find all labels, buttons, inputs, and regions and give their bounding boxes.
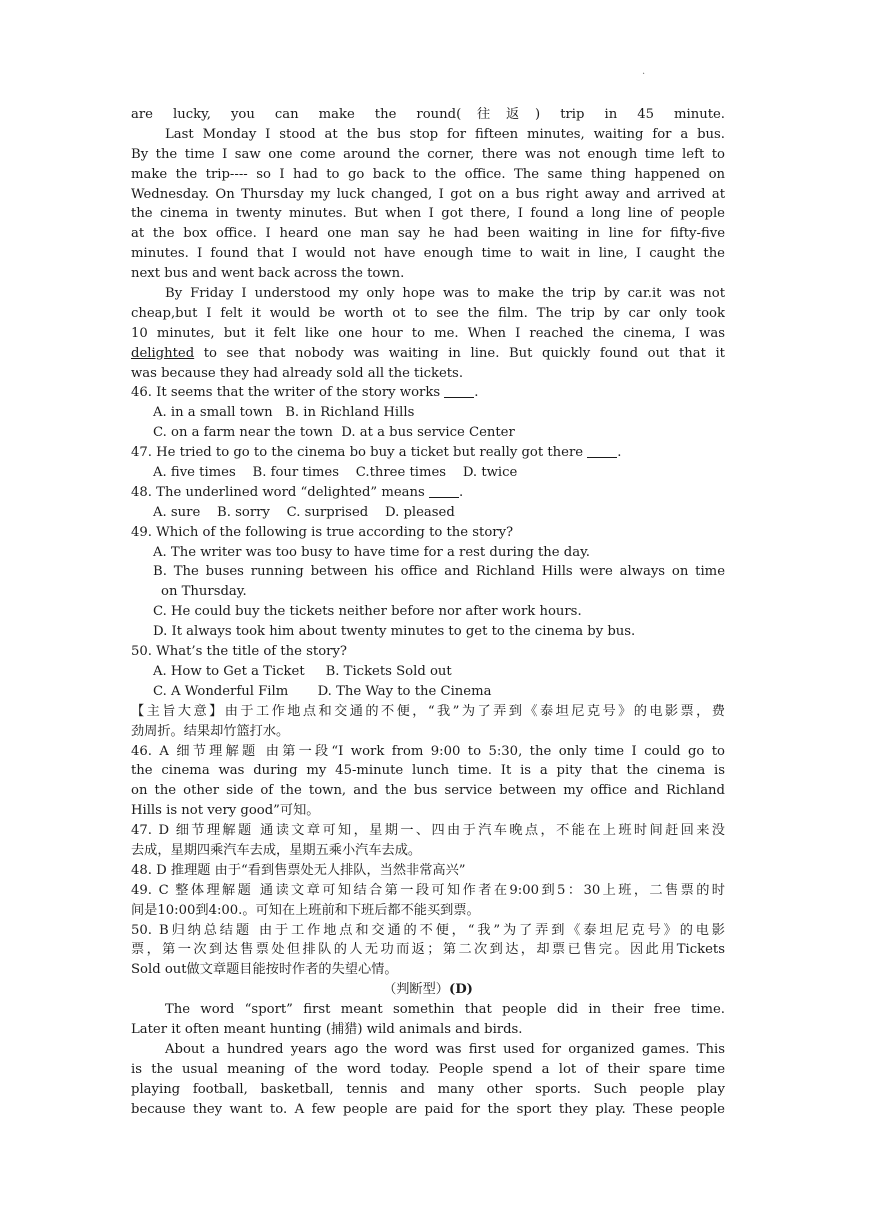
- passage-d-line: The word “sport” first meant somethin that people did in their free time.: [165, 1002, 725, 1018]
- analysis-46: Hills is not very good”可知。: [131, 803, 320, 819]
- passage-d-line: because they want to. A few people are paid for the sport they play. These people: [131, 1101, 725, 1117]
- question-48: 48. The underlined word “delighted” means .: [131, 484, 464, 500]
- passage-line: make the trip---- so I had to go back to the office. The same thing happened on: [131, 166, 725, 182]
- question-46-options: A. in a small town B. in Richland Hills: [153, 405, 415, 421]
- passage-d-line: is the usual meaning of the word today. People spend a lot of their spare time: [131, 1061, 725, 1077]
- passage-line: the cinema in twenty minutes. But when I got there, I found a long line of people: [131, 206, 725, 222]
- question-48-options: A. sure B. sorry C. surprised D. pleased: [153, 504, 455, 520]
- analysis-summary: 劲周折。结果却竹篮打水。: [131, 723, 290, 739]
- passage-line: Last Monday I stood at the bus stop for fifteen minutes, waiting for a bus.: [165, 126, 725, 142]
- analysis-46: 46. A 细节理解题 由第一段“I work from 9:00 to 5:30, the only time I could go to: [131, 743, 725, 759]
- passage-line: By Friday I understood my only hope was to make the trip by car.it was not: [165, 286, 725, 302]
- passage-line: Wednesday. On Thursday my luck changed, I got on a bus right away and arrived at: [131, 186, 725, 202]
- passage-line: at the box office. I heard one man say he had been waiting in line for fifty-five: [131, 226, 725, 242]
- document-page: [131, 105, 725, 1119]
- analysis-summary: 【主旨大意】由于工作地点和交通的不便，“我”为了弄到《泰坦尼克号》的电影票，费: [131, 703, 725, 719]
- analysis-46: the cinema was during my 45-minute lunch time. It is a pity that the cinema is: [131, 763, 725, 779]
- underlined-word: delighted: [131, 345, 195, 361]
- section-letter: (D): [449, 982, 473, 998]
- section-d-heading: （判断型）(D): [383, 982, 473, 998]
- question-49-option: on Thursday.: [161, 584, 247, 600]
- analysis-50: Sold out做文章题目能按时作者的失望心情。: [131, 962, 398, 978]
- question-50-options: A. How to Get a Ticket B. Tickets Sold out: [153, 663, 452, 679]
- analysis-47: 去成，星期四乘汽车去成，星期五乘小汽车去成。: [131, 842, 422, 858]
- passage-d-line: Later it often meant hunting (捕猎) wild animals and birds.: [131, 1021, 523, 1037]
- answer-blank: [444, 385, 474, 398]
- analysis-49: 间是10:00到4:00.。可知在上班前和下班后都不能买到票。: [131, 902, 480, 918]
- analysis-46: on the other side of the town, and the bus service between my office and Richland: [131, 783, 725, 799]
- passage-d-line: About a hundred years ago the word was first used for organized games. This: [165, 1041, 725, 1057]
- question-46: 46. It seems that the writer of the story works .: [131, 385, 479, 401]
- passage-line: [131, 344, 725, 364]
- analysis-47: 47. D 细节理解题 通读文章可知，星期一、四由于汽车晚点，不能在上班时间赶回来没: [131, 823, 725, 839]
- header-mark: .: [642, 66, 646, 77]
- question-47-options: A. five times B. four times C.three times D. twice: [153, 465, 518, 481]
- passage-line: 10 minutes, but it felt like one hour to me. When I reached the cinema, I was: [131, 325, 725, 341]
- analysis-50: 50. B归纳总结题 由于工作地点和交通的不便，“我”为了弄到《泰坦尼克号》的电影: [131, 922, 725, 938]
- passage-line: minutes. I found that I would not have enough time to wait in line, I caught the: [131, 246, 725, 262]
- passage-line: was because they had already sold all the tickets.: [131, 365, 464, 381]
- question-47: 47. He tried to go to the cinema bo buy a ticket but really got there .: [131, 445, 622, 461]
- question-49: 49. Which of the following is true according to the story?: [131, 524, 514, 540]
- question-46-options: C. on a farm near the town D. at a bus service Center: [153, 425, 515, 441]
- question-49-option: A. The writer was too busy to have time for a rest during the day.: [153, 544, 590, 560]
- analysis-50: 票，第一次到达售票处但排队的人无功而返；第二次到达，却票已售完。因此用Tickets: [131, 942, 725, 958]
- question-50: 50. What’s the title of the story?: [131, 644, 347, 660]
- passage-text: to see that nobody was waiting in line. But quickly found out that it: [194, 345, 725, 361]
- question-49-option: D. It always took him about twenty minutes to get to the cinema by bus.: [153, 624, 636, 640]
- passage-line: cheap,but I felt it would be worth ot to see the film. The trip by car only took: [131, 305, 725, 321]
- passage-d-line: playing football, basketball, tennis and many other sports. Such people play: [131, 1081, 725, 1097]
- passage-line: are lucky, you can make the round(往返) trip in 45 minute.: [131, 107, 725, 122]
- question-49-option: C. He could buy the tickets neither before nor after work hours.: [153, 604, 582, 620]
- passage-line: By the time I saw one come around the corner, there was not enough time left to: [131, 146, 725, 162]
- answer-blank: [587, 445, 617, 458]
- analysis-48: 48. D 推理题 由于“看到售票处无人排队，当然非常高兴”: [131, 862, 466, 878]
- question-49-option: B. The buses running between his office and Richland Hills were always on time: [153, 564, 725, 580]
- analysis-49: 49. C 整体理解题 通读文章可知结合第一段可知作者在9:00到5：30上班，二售票的时: [131, 882, 725, 898]
- answer-blank: [429, 485, 459, 498]
- question-50-options: C. A Wonderful Film D. The Way to the Cinema: [153, 683, 492, 699]
- passage-line: next bus and went back across the town.: [131, 266, 405, 282]
